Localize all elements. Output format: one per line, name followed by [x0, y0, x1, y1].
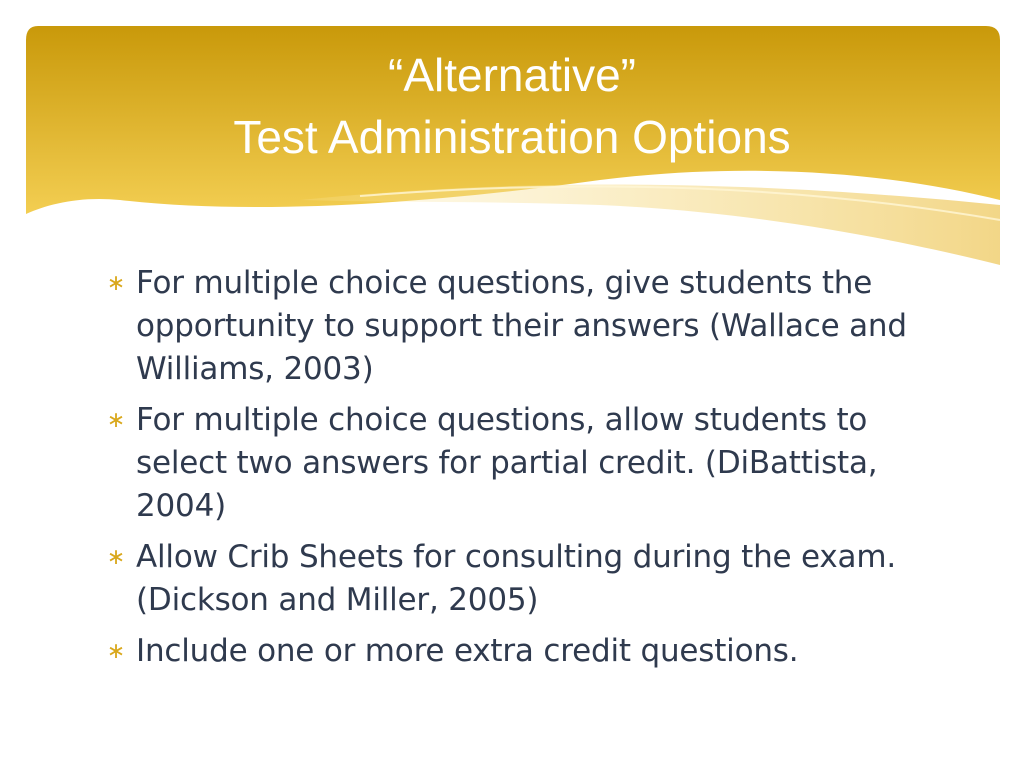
- bullet-text: For multiple choice questions, give students the opportunity to support their answers (Wallace and Williams, 2003): [136, 265, 907, 387]
- slide-content: [104, 262, 964, 681]
- asterisk-bullet-icon: ∗: [106, 639, 126, 664]
- bullet-item: [104, 262, 964, 391]
- slide-title: [30, 44, 994, 168]
- title-line-1: “Alternative”: [388, 49, 636, 101]
- bullet-text: Include one or more extra credit questions.: [136, 633, 799, 669]
- bullet-item: [104, 630, 964, 673]
- asterisk-bullet-icon: ∗: [106, 545, 126, 570]
- asterisk-bullet-icon: ∗: [106, 271, 126, 296]
- header-swoosh: [300, 184, 1000, 265]
- title-line-2: Test Administration Options: [233, 111, 791, 163]
- bullet-text: Allow Crib Sheets for consulting during the exam. (Dickson and Miller, 2005): [136, 539, 896, 618]
- asterisk-bullet-icon: ∗: [106, 408, 126, 433]
- bullet-text: For multiple choice questions, allow students to select two answers for partial credit. (DiBattista, 2004): [136, 402, 878, 524]
- bullet-list: [104, 262, 964, 673]
- bullet-item: [104, 536, 964, 622]
- bullet-item: [104, 399, 964, 528]
